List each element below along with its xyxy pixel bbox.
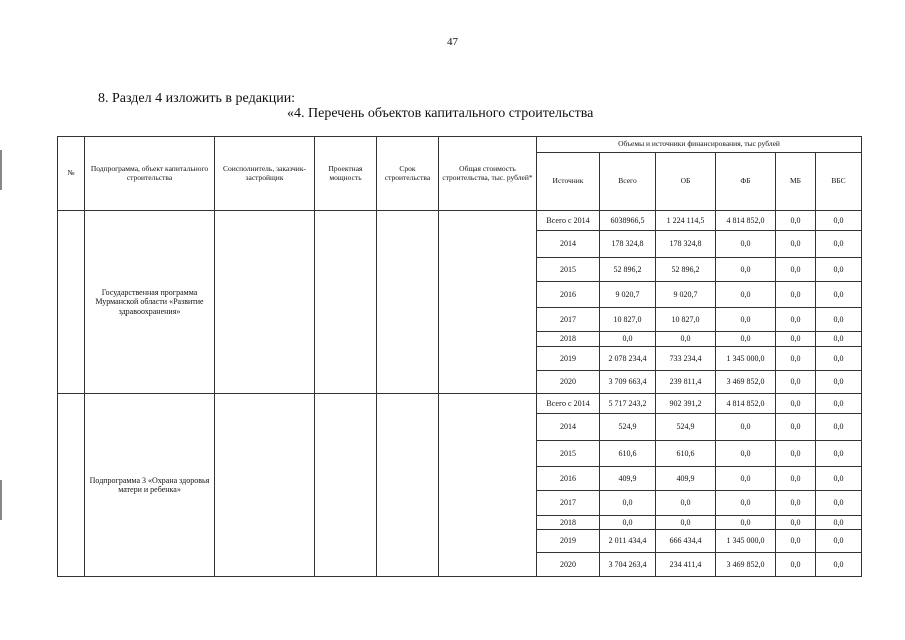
cell-source: 2018 [537,516,600,530]
cell-vbs: 0,0 [816,491,862,516]
cell-ob: 0,0 [656,332,716,347]
col-header-source: Источник [537,153,600,211]
cell-executor [215,211,315,394]
cell-fb: 0,0 [716,332,776,347]
scan-edge-mark [0,150,2,190]
cell-vbs: 0,0 [816,308,862,332]
cell-mb: 0,0 [776,371,816,394]
cell-vbs: 0,0 [816,231,862,258]
cell-ob: 409,9 [656,467,716,491]
cell-source: 2020 [537,553,600,577]
cell-vbs: 0,0 [816,467,862,491]
cell-total-cost [439,211,537,394]
cell-program-label: Подпрограмма 3 «Охрана здоровья матери и ребенка» [85,394,215,577]
cell-fb: 1 345 000,0 [716,347,776,371]
cell-vbs: 0,0 [816,394,862,414]
cell-total-cost [439,394,537,577]
cell-vbs: 0,0 [816,258,862,282]
cell-ob: 0,0 [656,516,716,530]
cell-fb: 0,0 [716,467,776,491]
cell-source: 2015 [537,258,600,282]
cell-ob: 52 896,2 [656,258,716,282]
cell-source: 2015 [537,441,600,467]
cell-executor [215,394,315,577]
col-header-fb: ФБ [716,153,776,211]
cell-mb: 0,0 [776,441,816,467]
cell-fb: 4 814 852,0 [716,394,776,414]
cell-mb: 0,0 [776,467,816,491]
cell-ob: 902 391,2 [656,394,716,414]
cell-ob: 0,0 [656,491,716,516]
cell-no [58,394,85,577]
cell-fb: 0,0 [716,414,776,441]
cell-mb: 0,0 [776,553,816,577]
cell-fb: 3 469 852,0 [716,371,776,394]
cell-ob: 239 811,4 [656,371,716,394]
cell-program-label: Государственная программа Мурманской области «Развитие здравоохранения» [85,211,215,394]
cell-fb: 4 814 852,0 [716,211,776,231]
col-header-executor: Соисполнитель, заказчик-застройщик [215,137,315,211]
cell-total: 5 717 243,2 [600,394,656,414]
cell-ob: 1 224 114,5 [656,211,716,231]
cell-vbs: 0,0 [816,332,862,347]
cell-total: 0,0 [600,516,656,530]
cell-fb: 0,0 [716,516,776,530]
cell-mb: 0,0 [776,347,816,371]
cell-mb: 0,0 [776,258,816,282]
cell-source: 2018 [537,332,600,347]
col-header-mb: МБ [776,153,816,211]
cell-total: 178 324,8 [600,231,656,258]
table-row [58,394,862,414]
cell-fb: 0,0 [716,308,776,332]
cell-vbs: 0,0 [816,282,862,308]
cell-source: 2016 [537,467,600,491]
cell-mb: 0,0 [776,414,816,441]
col-header-total-cost: Общая стоимость строительства, тыс. рублей* [439,137,537,211]
cell-fb: 0,0 [716,282,776,308]
cell-total: 10 827,0 [600,308,656,332]
col-header-ob: ОБ [656,153,716,211]
cell-mb: 0,0 [776,211,816,231]
cell-total: 2 011 434,4 [600,530,656,553]
col-header-capacity: Проектная мощность [315,137,377,211]
col-header-vbs: ВБС [816,153,862,211]
cell-fb: 0,0 [716,231,776,258]
cell-fb: 0,0 [716,258,776,282]
section-title: «4. Перечень объектов капитального строительства [287,106,594,121]
cell-total: 409,9 [600,467,656,491]
cell-mb: 0,0 [776,394,816,414]
col-header-funding-group: Объемы и источники финансирования, тыс рублей [537,137,862,153]
cell-source: 2019 [537,347,600,371]
cell-source: Всего с 2014 [537,211,600,231]
cell-mb: 0,0 [776,308,816,332]
cell-vbs: 0,0 [816,553,862,577]
cell-total: 52 896,2 [600,258,656,282]
cell-vbs: 0,0 [816,211,862,231]
cell-mb: 0,0 [776,491,816,516]
cell-vbs: 0,0 [816,347,862,371]
cell-mb: 0,0 [776,282,816,308]
cell-vbs: 0,0 [816,441,862,467]
cell-ob: 733 234,4 [656,347,716,371]
cell-term [377,211,439,394]
cell-capacity [315,394,377,577]
cell-fb: 3 469 852,0 [716,553,776,577]
cell-source: 2019 [537,530,600,553]
cell-total: 0,0 [600,332,656,347]
cell-ob: 10 827,0 [656,308,716,332]
cell-ob: 9 020,7 [656,282,716,308]
cell-no [58,211,85,394]
cell-total: 610,6 [600,441,656,467]
cell-mb: 0,0 [776,530,816,553]
cell-source: Всего с 2014 [537,394,600,414]
col-header-program: Подпрограмма, объект капитального строительства [85,137,215,211]
cell-mb: 0,0 [776,516,816,530]
cell-vbs: 0,0 [816,516,862,530]
cell-ob: 666 434,4 [656,530,716,553]
cell-ob: 524,9 [656,414,716,441]
cell-vbs: 0,0 [816,371,862,394]
col-header-term: Срок строительства [377,137,439,211]
cell-term [377,394,439,577]
cell-source: 2020 [537,371,600,394]
cell-fb: 1 345 000,0 [716,530,776,553]
cell-mb: 0,0 [776,231,816,258]
scan-edge-mark [0,480,2,520]
cell-mb: 0,0 [776,332,816,347]
cell-capacity [315,211,377,394]
cell-source: 2014 [537,414,600,441]
col-header-no: № [58,137,85,211]
cell-total: 6038966,5 [600,211,656,231]
cell-ob: 178 324,8 [656,231,716,258]
table-row [58,211,862,231]
cell-total: 3 704 263,4 [600,553,656,577]
cell-source: 2016 [537,282,600,308]
cell-ob: 610,6 [656,441,716,467]
section-heading: 8. Раздел 4 изложить в редакции: [98,91,296,106]
cell-ob: 234 411,4 [656,553,716,577]
col-header-total: Всего [600,153,656,211]
cell-source: 2014 [537,231,600,258]
cell-total: 3 709 663,4 [600,371,656,394]
cell-source: 2017 [537,491,600,516]
cell-vbs: 0,0 [816,414,862,441]
cell-total: 2 078 234,4 [600,347,656,371]
page-number: 47 [447,36,458,48]
cell-total: 9 020,7 [600,282,656,308]
cell-vbs: 0,0 [816,530,862,553]
cell-fb: 0,0 [716,441,776,467]
cell-total: 524,9 [600,414,656,441]
cell-total: 0,0 [600,491,656,516]
cell-fb: 0,0 [716,491,776,516]
capital-construction-table [57,136,862,577]
cell-source: 2017 [537,308,600,332]
